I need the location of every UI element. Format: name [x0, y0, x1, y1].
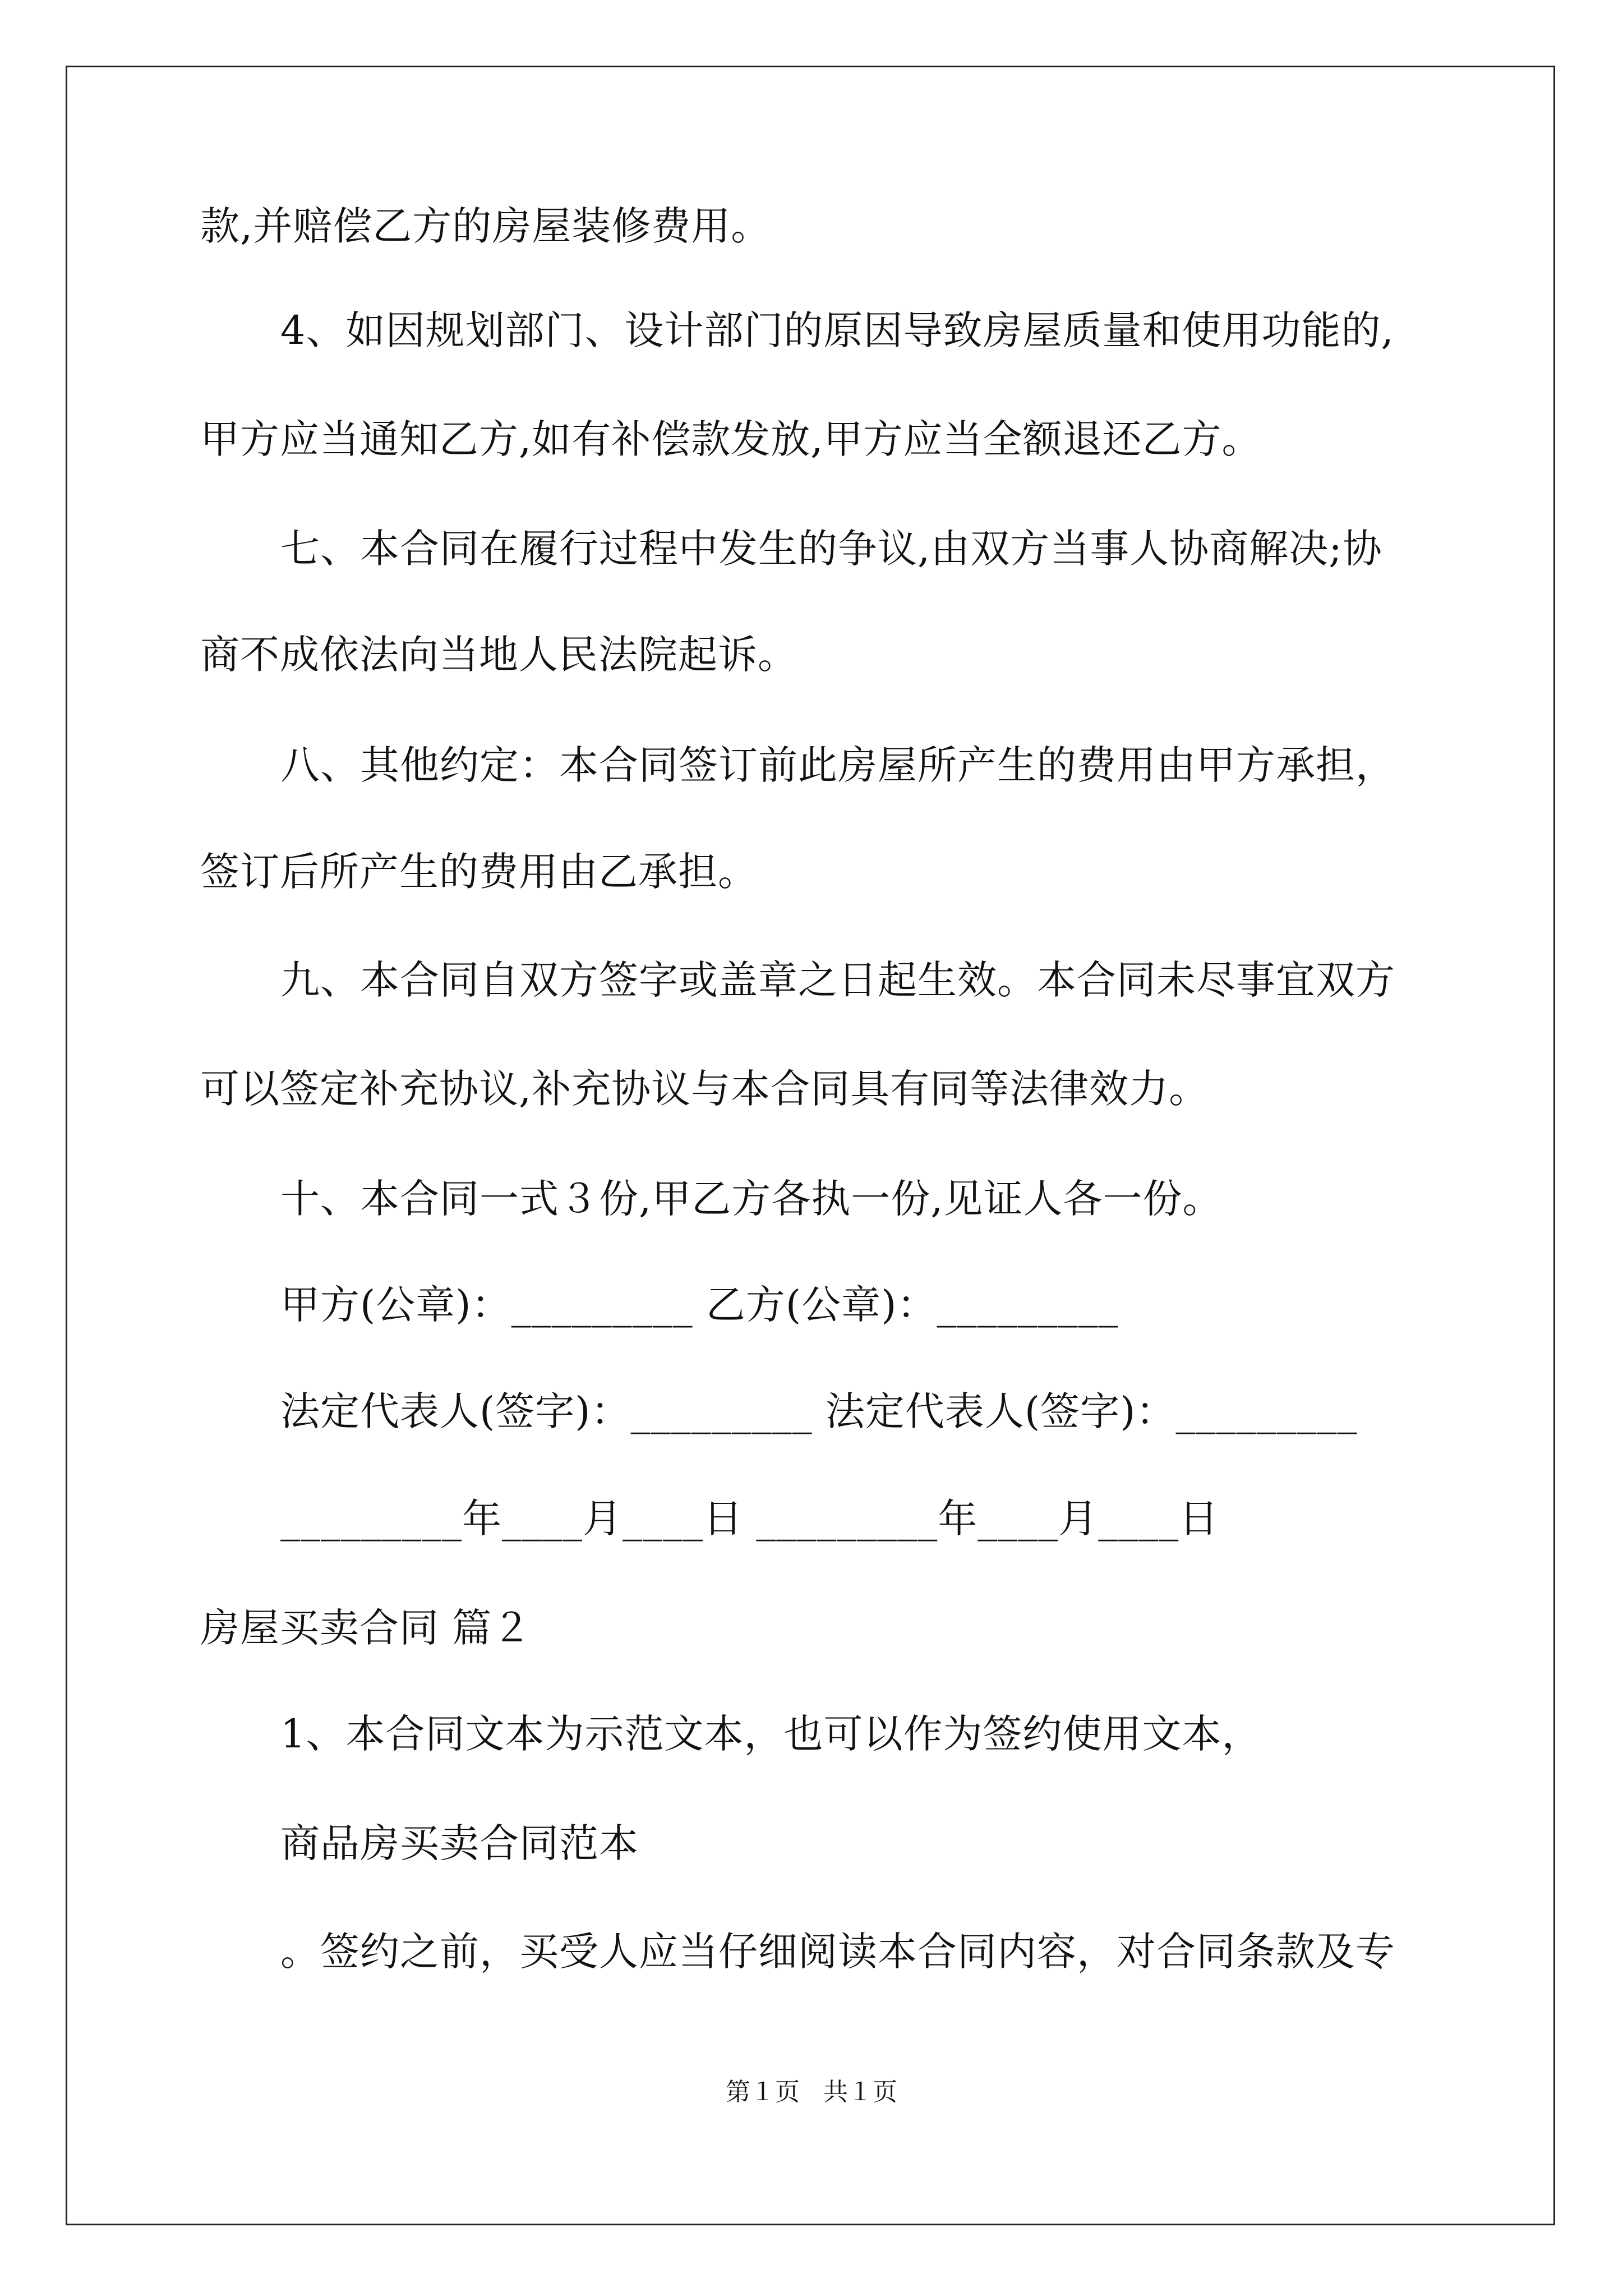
- signature-line-date: _________年____月____日 _________年____月____日: [280, 1496, 1219, 1542]
- text-line-15: 1、本合同文本为示范文本，也可以作为签约使用文本，: [280, 1711, 1262, 1757]
- text-line-3: 甲方应当通知乙方,如有补偿款发放,甲方应当全额退还乙方。: [200, 416, 1262, 462]
- text-line-1: 款,并赔偿乙方的房屋装修费用。: [200, 203, 771, 249]
- section-heading: 房屋买卖合同 篇２: [200, 1605, 532, 1651]
- text-line-6: 八、其他约定：本合同签订前此房屋所产生的费用由甲方承担，: [280, 742, 1395, 788]
- text-line-4: 七、本合同在履行过程中发生的争议,由双方当事人协商解决;协: [280, 526, 1382, 572]
- text-line-5: 商不成依法向当地人民法院起诉。: [200, 632, 797, 678]
- text-line-10: 十、本合同一式３份,甲乙方各执一份,见证人各一份。: [280, 1176, 1223, 1222]
- signature-line-representative: 法定代表人(签字)：_________ 法定代表人(签字)：_________: [280, 1388, 1358, 1434]
- text-line-2: 4、如因规划部门、设计部门的原因导致房屋质量和使用功能的,: [280, 307, 1394, 353]
- text-line-8: 九、本合同自双方签字或盖章之日起生效。本合同未尽事宜双方: [280, 957, 1395, 1003]
- text-line-17: 。签约之前，买受人应当仔细阅读本合同内容，对合同条款及专: [280, 1929, 1395, 1975]
- signature-line-party: 甲方(公章)：_________ 乙方(公章)：_________: [280, 1282, 1119, 1328]
- text-line-16: 商品房买卖合同范本: [280, 1820, 639, 1866]
- page-border: [66, 66, 1555, 2225]
- page-number: 第１页 共１页: [726, 2078, 897, 2106]
- text-line-7: 签订后所产生的费用由乙承担。: [200, 849, 758, 895]
- text-line-9: 可以签定补充协议,补充协议与本合同具有同等法律效力。: [200, 1066, 1209, 1112]
